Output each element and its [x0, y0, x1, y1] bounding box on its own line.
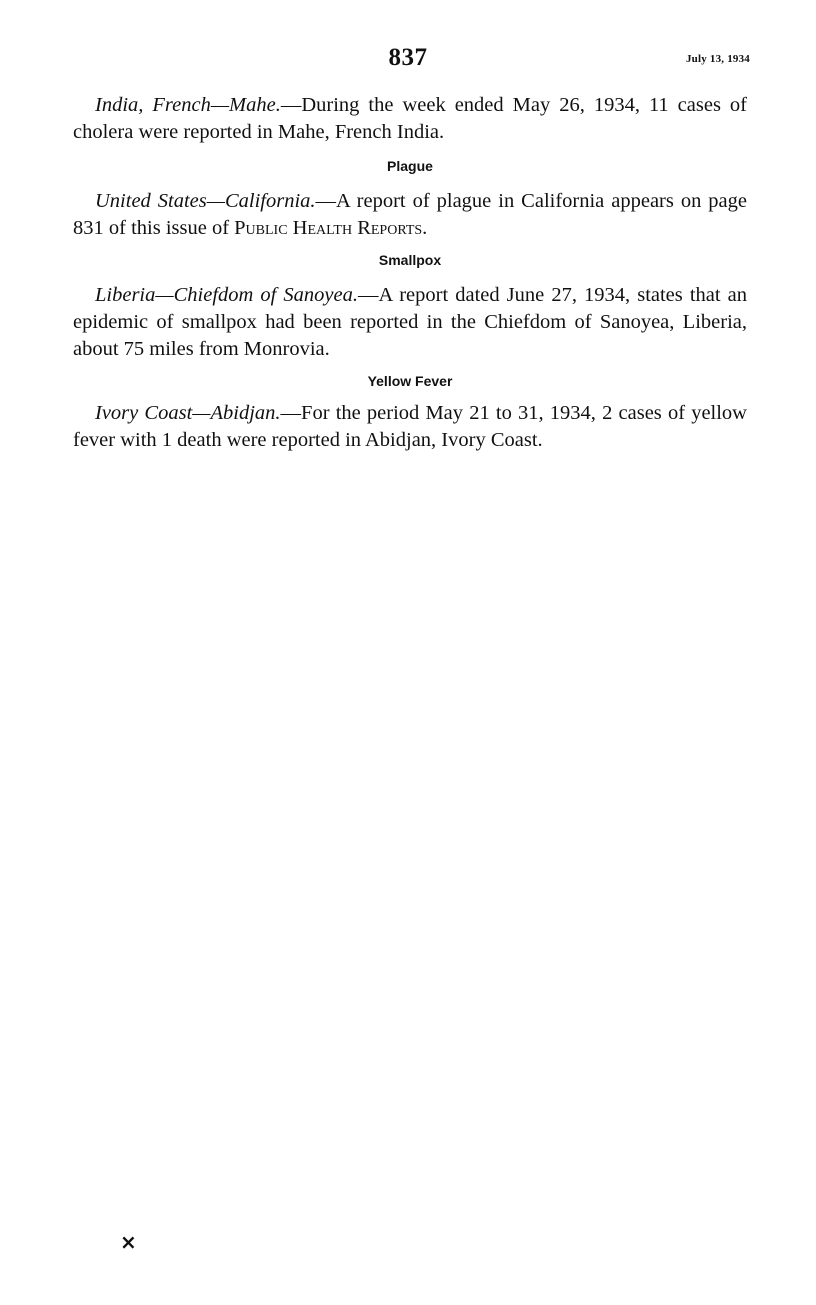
close-mark-icon: × [120, 1230, 137, 1254]
smallpox-text: —A report dated June 27, 1934, states that an epidemic of smallpox had been reported in the Chiefdom of Sanoyea, Liberia, about 75 miles from Monrovia. [73, 284, 747, 360]
plague-heading: Plague [387, 158, 433, 174]
plague-text-end: . [422, 217, 428, 239]
page-number: 837 [388, 44, 428, 71]
document-body [73, 92, 747, 454]
yellow-fever-text: —For the period May 21 to 31, 1934, 2 cases of yellow fever with 1 death were reported in Abidjan, Ivory Coast. [73, 402, 747, 451]
cholera-place: India, French—Mahe. [95, 94, 281, 116]
plague-paragraph [73, 188, 747, 242]
page-date: July 13, 1934 [685, 53, 750, 65]
yellow-fever-place: Ivory Coast—Abidjan. [95, 402, 281, 424]
smallpox-paragraph [73, 282, 747, 363]
cholera-paragraph [73, 92, 747, 146]
plague-text: —A report of plague in California appears on page 831 of this issue of [73, 190, 747, 239]
smallpox-place: Liberia—Chiefdom of Sanoyea. [95, 284, 358, 306]
smallpox-heading: Smallpox [378, 252, 442, 268]
yellow-fever-paragraph [73, 400, 747, 454]
yellow-fever-heading: Yellow Fever [367, 373, 453, 389]
cholera-text: —During the week ended May 26, 1934, 11 cases of cholera were reported in Mahe, French India. [73, 94, 747, 143]
plague-place: United States—California. [95, 190, 316, 212]
publication-title: Public Health Reports [234, 217, 423, 239]
